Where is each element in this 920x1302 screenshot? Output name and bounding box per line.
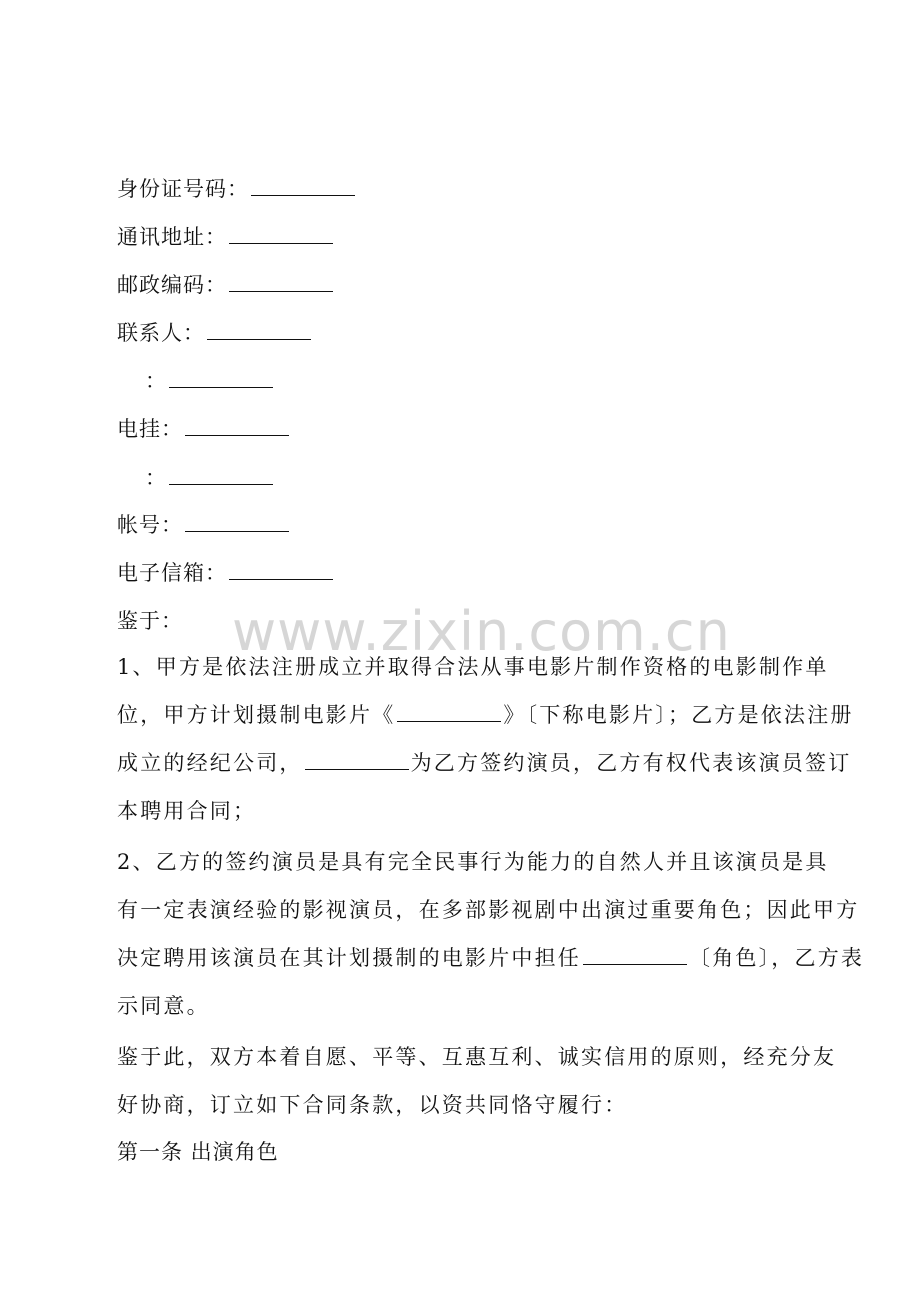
- text-segment: 决定聘用该演员在其计划摄制的电影片中担任: [117, 946, 581, 970]
- text-segment: 位，甲方计划摄制电影片《: [117, 703, 396, 727]
- text-segment: 成立的经纪公司，: [117, 751, 303, 775]
- field-label: ：: [145, 466, 167, 490]
- field-label: 邮政编码：: [117, 273, 227, 297]
- cable-field: [117, 415, 291, 443]
- address-field: [117, 223, 335, 251]
- field-label: 身份证号码：: [117, 177, 249, 201]
- text-segment: 〔角色〕，乙方表: [689, 946, 865, 970]
- field-label: ：: [145, 369, 167, 393]
- blank-line: [229, 561, 333, 580]
- paragraph-line: 好协商，订立如下合同条款，以资共同恪守履行：: [117, 1093, 628, 1117]
- field-label: 帐号：: [117, 513, 183, 537]
- clause-1: [117, 643, 854, 835]
- watermark: www.zixin.com.cn: [232, 600, 731, 663]
- clause-line: 2、乙方的签约演员是具有完全民事行为能力的自然人并且该演员是具: [117, 850, 829, 874]
- principle-paragraph: [117, 1033, 835, 1129]
- blank-line: [229, 225, 333, 244]
- field-label: 电子信箱：: [117, 561, 227, 585]
- text-segment: 为乙方签约演员，乙方有权代表该演员签订: [410, 751, 852, 775]
- blank-line: [185, 417, 289, 436]
- blank-line: [185, 513, 289, 532]
- unlabeled-field: [145, 367, 275, 395]
- blank-line: [169, 466, 273, 485]
- unlabeled-field: [145, 464, 275, 492]
- blank-line: [251, 177, 355, 196]
- id-number-field: [117, 175, 357, 203]
- blank-line: [169, 369, 273, 388]
- article-1-heading: 第一条 出演角色: [117, 1140, 279, 1164]
- email-field: [117, 559, 335, 587]
- clause-line: 有一定表演经验的影视演员，在多部影视剧中出演过重要角色；因此甲方: [117, 898, 860, 922]
- clause-line: 1、甲方是依法注册成立并取得合法从事电影片制作资格的电影制作单: [117, 655, 829, 679]
- paragraph-line: 鉴于此，双方本着自愿、平等、互惠互利、诚实信用的原则，经充分友: [117, 1045, 837, 1069]
- clause-2: [117, 838, 865, 1030]
- field-label: 通讯地址：: [117, 225, 227, 249]
- text-segment: 》〔下称电影片〕；乙方是依法注册: [503, 703, 854, 727]
- field-label: 电挂：: [117, 417, 183, 441]
- blank-line: [583, 946, 687, 965]
- clause-line: [117, 691, 854, 739]
- blank-line: [305, 751, 409, 770]
- contact-person-field: [117, 319, 313, 347]
- clause-line: 本聘用合同；: [117, 799, 257, 823]
- account-field: [117, 511, 291, 539]
- blank-line: [229, 273, 333, 292]
- clause-line: 示同意。: [117, 994, 210, 1018]
- blank-line: [207, 321, 311, 340]
- clause-line: [117, 934, 865, 982]
- field-label: 联系人：: [117, 321, 205, 345]
- clause-line: [117, 739, 852, 787]
- postcode-field: [117, 271, 335, 299]
- blank-line: [397, 703, 501, 722]
- whereas-heading: 鉴于：: [117, 609, 183, 633]
